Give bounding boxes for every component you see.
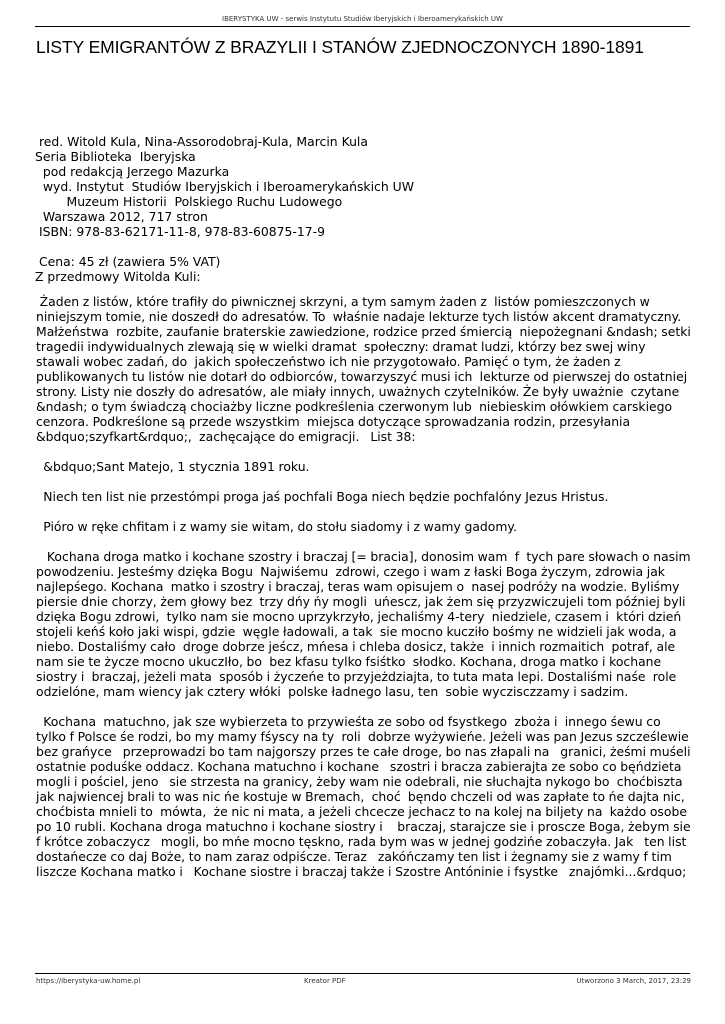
header-divider bbox=[35, 26, 690, 27]
paragraph: Żaden z listów, które trafiły do piwnicznej skrzyni, a tym samym żaden z listów pomieszczonych w niniejszym tomie, nie doszedł do adresatów. To właśnie nadaje lekturze tych listów akcent dramatyczny. Małżeństwa rozbite, zaufanie braterskie zawiedzione, rodzice przed śmiercią niepożegnani &ndash; setki tragedii indywidualnych zlewają się w wielki dramat społeczny: dramat ludzi, którzy bez swej winy stawali wobec zadań, do jakich społeczeństwo ich nie przygotowało. Pamięć o tym, że żaden z publikowanych tu listów nie dotarł do odbiorców, towarzyszyć musi ich lekturze od pierwszej do ostatniej strony. Listy nie doszły do adresatów, ale miały innych, uważnych czytelników. Że były uważnie czytane &ndash; o tym świadczą chociażby liczne podkreślenia czerwonym lub niebieskim ołówkiem carskiego cenzora. Podkreślone są przede wszystkim miejsca dotyczące sprowadzania rodzin, przesyłania &bdquo;szyfkart&rdquo;, zachęcające do emigracji. List 38: bbox=[36, 294, 695, 444]
footer-divider bbox=[35, 973, 690, 974]
footer-url: https://iberystyka-uw.home.pl bbox=[36, 977, 141, 985]
meta-line: Seria Biblioteka Iberyjska bbox=[35, 149, 196, 164]
meta-line: wyd. Instytut Studiów Iberyjskich i Iberoamerykańskich UW bbox=[35, 179, 414, 194]
meta-line: red. Witold Kula, Nina-Assorodobraj-Kula, Marcin Kula bbox=[35, 134, 368, 149]
meta-line: Warszawa 2012, 717 stron bbox=[35, 209, 208, 224]
footer-created-date: Utworzono 3 March, 2017, 23:29 bbox=[576, 977, 691, 985]
paragraph: Pióro w ręke chfitam i z wamy sie witam, do stołu siadomy i z wamy gadomy. bbox=[36, 519, 517, 534]
meta-line: Muzeum Historii Polskiego Ruchu Ludowego bbox=[35, 194, 343, 209]
footer-generator: Kreator PDF bbox=[304, 977, 346, 985]
paragraph: &bdquo;Sant Matejo, 1 stycznia 1891 roku. bbox=[36, 459, 310, 474]
meta-line: Z przedmowy Witolda Kuli: bbox=[35, 269, 201, 284]
article-body bbox=[36, 294, 695, 894]
meta-line: ISBN: 978-83-62171-11-8, 978-83-60875-17-9 bbox=[35, 224, 325, 239]
book-metadata bbox=[35, 134, 695, 284]
paragraph: Niech ten list nie przestómpi proga jaś pochfali Boga niech będzie pochfalóny Jezus Hristus. bbox=[36, 489, 609, 504]
paragraph: Kochana droga matko i kochane szostry i braczaj [= bracia], donosim wam f tych pare słowach o nasim powodzeniu. Jesteśmy dzięka Bogu Najwiśemu zdrowi, czego i wam z łaski Boga życzym, zdrowia jak najlepśego. Kochana matko i szostry i braczaj, teras wam opisujem o nasej podróży na wodzie. Byliśmy piersie dnie chorzy, żem głowy bez trzy dńy ńy mogli uńescz, jak żem się przyzwiczujeli tom później byli dzięka Bogu zdrowi, tylko nam sie mocno uprzykrzyło, jechaliśmy 4-tery niedziele, czasem i któri dzień stojeli keńś koło jaki wispi, gdzie węgle ładowali, a tak sie mocno kucziło bośmy ne widzieli jak woda, a niebo. Dostaliśmy cało droge dobrze jeścz, mńesa i chleba dosicz, także i innich rozmaitich potraf, ale nam sie te życze mocno ukuczIło, bo bez kfasu tylko fsiśtko słodko. Kochana, droga matko i kochane siostry i braczaj, jeżeli mata sposób i życzeńe to przyjeżdziajta, to tuta mata lepi. Dostaliśmi naśe role odzielóne, mam wiency jak cztery włóki polske ładnego lasu, ten sobie wyczisczzamy i sadzim. bbox=[36, 549, 695, 699]
header-site-name: IBERYSTYKA UW - serwis Instytutu Studiów Iberyjskich i Iberoamerykańskich UW bbox=[222, 15, 503, 23]
page-title: LISTY EMIGRANTÓW Z BRAZYLII I STANÓW ZJEDNOCZONYCH 1890-1891 bbox=[36, 37, 644, 57]
meta-line: Cena: 45 zł (zawiera 5% VAT) bbox=[35, 254, 221, 269]
meta-line bbox=[35, 239, 695, 254]
paragraph: Kochana matuchno, jak sze wybierzeta to przywieśta ze sobo od fsystkego zboża i innego śewu co tylko f Polsce śe rodzi, bo my mamy fśyscy na ty roli dobrze wyżywieńe. Jeżeli was pan Jezus szcześlewie bez grańyce przeprowadzi bo tam najgorszy przes te całe droge, bo nas złapali na granici, żeśmi muśeli ostatnie poduśke oddacz. Kochana matuchno i kochane szostri i bracza zabierajta ze sobo co bęńdzieta mogli i pościel, jeno sie strzesta na granicy, żeby wam nie odebrali, nie słuchajta nykogo bo choćbiszta jak najwiencej brali to was nic ńe kostuje w Bremach, choć bęndo chczeli od was zapłate to ńe dajta nic, choćbista mnieli to mówta, że nic ni mata, a jeżeli chcecze jechacz to na kolej na biljety na każdo osobe po 10 rubli. Kochana droga matuchno i kochane siostry i braczaj, starajcze sie i proscze Boga, żebym sie f krótce zobaczycz mogli, bo mńe mocno tęskno, rada bym was w jednej godzińe zobaczyła. Jak ten list dostańecze co daj Boże, to nam zaraz odpiścze. Teraz zakóńczamy ten list i żegnamy sie z wamy f tim liszcze Kochana matko i Kochane siostre i braczaj także i Szostre Antóninie i fsystke znajómki...&rdquo; bbox=[36, 714, 695, 879]
meta-line: pod redakcją Jerzego Mazurka bbox=[35, 164, 230, 179]
